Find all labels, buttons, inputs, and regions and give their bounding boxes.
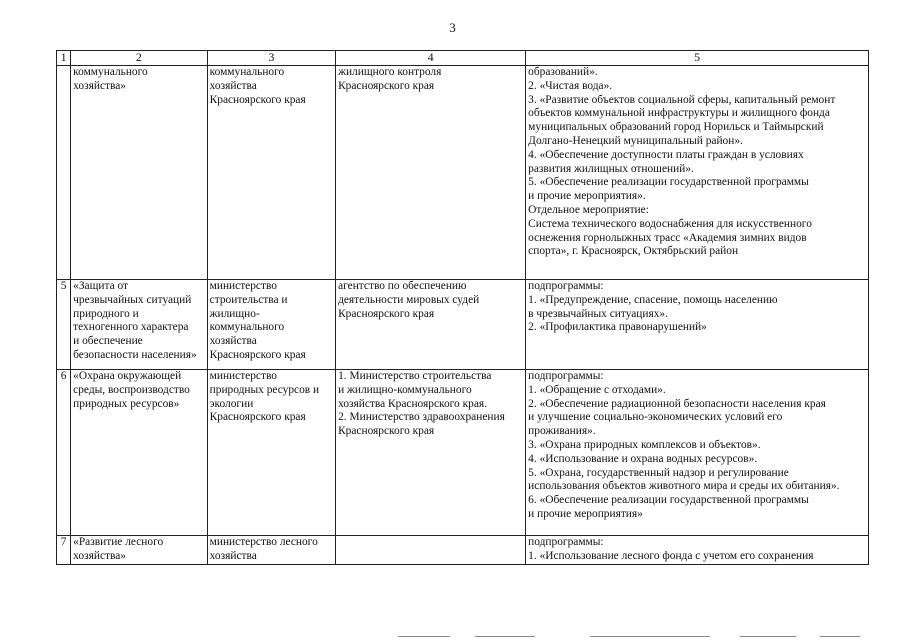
table-header-row [57, 51, 869, 66]
table-row [57, 536, 869, 565]
scan-artifact-line [398, 636, 450, 637]
program-name: «Защита от чрезвычайных ситуаций природного и техногенного характера и обеспечение безопасности населения» [71, 280, 208, 370]
co-executor: 1. Министерство строительства и жилищно-коммунального хозяйства Красноярского края. 2. Министерство здравоохранения Красноярского края [336, 370, 526, 536]
program-table [56, 50, 869, 565]
page-number: 3 [449, 20, 456, 35]
header-cell: 1 [57, 51, 71, 66]
co-executor [336, 536, 526, 565]
responsible-executor: коммунального хозяйства Красноярского края [207, 66, 335, 280]
program-name: коммунального хозяйства» [71, 66, 208, 280]
program-name: «Развитие лесного хозяйства» [71, 536, 208, 565]
co-executor: жилищного контроля Красноярского края [336, 66, 526, 280]
subprograms-list: подпрограммы: 1. «Использование лесного фонда с учетом его сохранения [526, 536, 869, 565]
header-cell: 3 [207, 51, 335, 66]
subprograms-list: подпрограммы: 1. «Предупреждение, спасение, помощь населению в чрезвычайных ситуациях». 2. «Профилактика правонарушений» [526, 280, 869, 370]
responsible-executor: министерство лесного хозяйства [207, 536, 335, 565]
subprograms-list: образований». 2. «Чистая вода». 3. «Развитие объектов социальной сферы, капитальный ремонт объектов коммунальной инфраструктуры и жилищного фонда муниципальных образований город Норильск и Таймырский Долгано-Ненецкий муниципальный район». 4. «Обеспечение доступности платы граждан в условиях развития жилищных отношений». 5. «Обеспечение реализации государственной программы и прочие мероприятия». Отдельное мероприятие: Система технического водоснабжения для искусственного оснежения горнолыжных трасс «Академия зимних видов спорта», г. Красноярск, Октябрьский район [526, 66, 869, 280]
row-number: 5 [57, 280, 71, 370]
header-cell: 4 [336, 51, 526, 66]
responsible-executor: министерство строительства и жилищно- коммунального хозяйства Красноярского края [207, 280, 335, 370]
row-number: 7 [57, 536, 71, 565]
row-number: 6 [57, 370, 71, 536]
scan-artifact-line [475, 636, 535, 637]
header-cell: 5 [526, 51, 869, 66]
table-row [57, 370, 869, 536]
scan-artifact-line [590, 636, 710, 637]
subprograms-list: подпрограммы: 1. «Обращение с отходами». 2. «Обеспечение радиационной безопасности населения края и улучшение социально-экономических условий его проживания». 3. «Охрана природных комплексов и объектов». 4. «Использование и охрана водных ресурсов». 5. «Охрана, государственный надзор и регулирование использования объектов животного мира и среды их обитания». 6. «Обеспечение реализации государственной программы и прочие мероприятия» [526, 370, 869, 536]
responsible-executor: министерство природных ресурсов и экологии Красноярского края [207, 370, 335, 536]
scan-artifact-line [740, 636, 796, 637]
row-number [57, 66, 71, 280]
program-name: «Охрана окружающей среды, воспроизводство природных ресурсов» [71, 370, 208, 536]
co-executor: агентство по обеспечению деятельности мировых судей Красноярского края [336, 280, 526, 370]
table-row [57, 280, 869, 370]
scan-artifact-line [820, 636, 860, 637]
table-row [57, 66, 869, 280]
header-cell: 2 [71, 51, 208, 66]
